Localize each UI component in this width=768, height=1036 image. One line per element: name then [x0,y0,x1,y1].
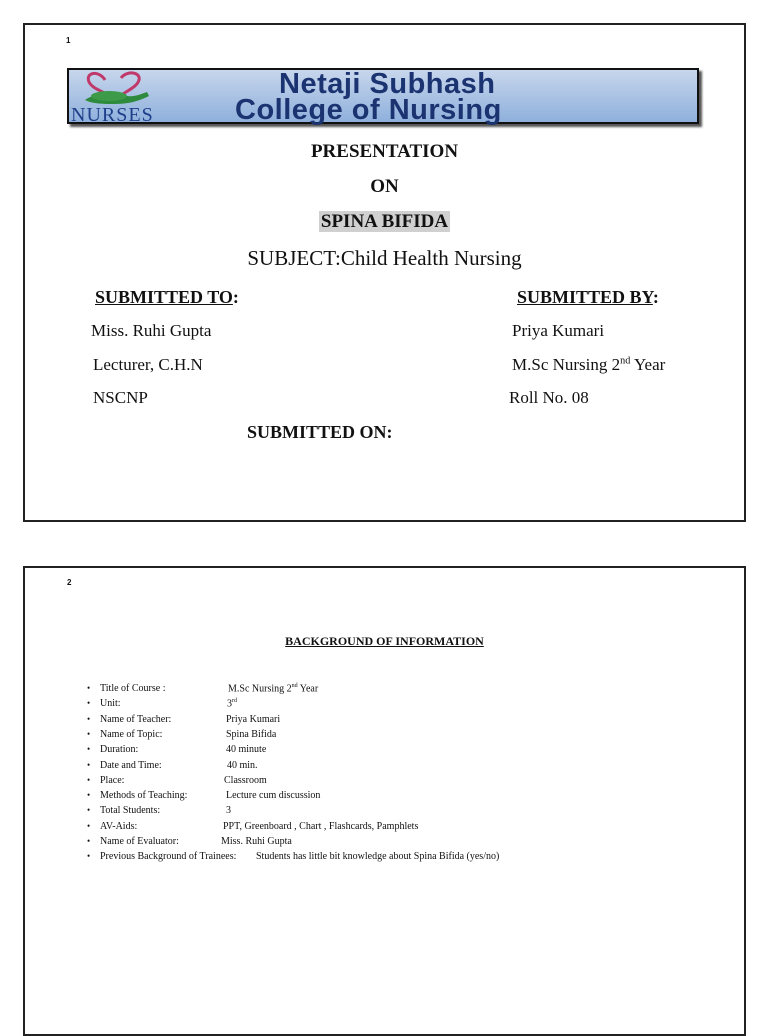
bullet-icon: • [87,820,91,831]
list-item-value [228,683,318,694]
topic-heading [25,211,744,233]
document-page-1 [23,23,746,522]
student-name: Priya Kumari [512,321,605,340]
list-item [25,790,725,804]
list-item-value [226,729,276,740]
value-text: Students has little bit knowledge about Spina Bifida (yes/no) [256,851,500,863]
colon: : [232,287,239,307]
submitted-on-heading: SUBMITTED ON: [247,422,393,442]
list-item-key: Total Students: [100,805,161,817]
value-text: Miss. Ruhi Gupta [221,836,292,847]
list-item [25,698,725,712]
value-text: 40 minute [226,744,267,756]
list-item [25,851,725,865]
background-info-title: BACKGROUND OF INFORMATION [285,634,484,648]
course-end: Year [630,355,666,374]
value-sup: nd [291,683,298,689]
topic-highlight: SPINA BIFIDA [320,211,449,232]
logo-college-name-line1: Netaji Subhash [279,68,496,100]
list-item [25,760,725,774]
list-item-value [221,836,292,847]
logo-nurses-text: NURSES [71,104,154,126]
list-item-key: Previous Background of Trainees: [100,851,237,863]
list-item [25,775,725,789]
list-item [25,805,725,819]
page-number: 1 [66,36,71,45]
list-item-value [226,714,280,725]
list-item-key: Duration: [100,744,139,756]
list-item-key: Place: [100,774,125,786]
list-item [25,821,725,835]
teacher-designation: Lecturer, C.H.N [93,355,203,374]
value-end: Year [297,683,319,695]
teacher-institute: NSCNP [93,388,148,407]
student-roll: Roll No. 08 [509,388,589,407]
submitted-by-heading [517,287,659,308]
document-page-2 [23,566,746,1036]
list-item [25,683,725,697]
list-item-value [226,790,320,801]
bullet-icon: • [87,683,91,693]
list-item-key: AV-Aids: [100,820,138,832]
value-text: M.Sc Nursing 2 [228,683,292,695]
bullet-icon: • [87,698,91,709]
value-text: Spina Bifida [226,728,277,740]
list-item-value [223,821,418,832]
bullet-icon: • [87,836,91,846]
colon: : [652,287,659,307]
list-item [25,714,725,728]
page-number: 2 [67,578,72,587]
value-text: Priya Kumari [226,713,281,725]
list-item-key: Title of Course : [100,683,166,694]
list-item [25,729,725,743]
list-item-key: Methods of Teaching: [100,790,188,802]
logo-college-name-line2: College of Nursing [235,94,502,126]
bullet-icon: • [87,728,91,739]
value-text: 40 min. [227,759,258,771]
value-text: Lecture cum discussion [226,790,321,802]
value-sup: rd [232,698,237,705]
course-text: M.Sc Nursing 2 [512,355,621,374]
bullet-icon: • [87,744,91,755]
student-course [512,355,665,375]
value-text: PPT, Greenboard , Chart , Flashcards, Pamphlets [223,820,419,832]
list-item [25,836,725,850]
value-text: 3 [226,805,231,817]
course-sup: nd [620,355,631,367]
list-item-value [226,805,231,816]
list-item-key: Unit: [100,698,121,710]
list-item-value [227,698,237,709]
teacher-name: Miss. Ruhi Gupta [91,321,212,340]
submitted-to-label: SUBMITTED TO [95,287,233,307]
list-item-key: Name of Teacher: [100,713,172,725]
list-item-key: Name of Evaluator: [100,836,179,847]
bullet-icon: • [87,713,91,724]
on-heading: ON [370,176,399,197]
list-item-value [227,760,258,771]
list-item [25,744,725,758]
bullet-icon: • [87,774,91,785]
presentation-heading: PRESENTATION [310,141,459,162]
submitted-to-heading [95,287,239,308]
value-text: 3 [227,698,232,710]
submitted-by-label: SUBMITTED BY [517,287,653,307]
bullet-icon: • [87,805,91,816]
subject-line: SUBJECT:Child Health Nursing [247,246,522,270]
list-item-key: Date and Time: [100,759,162,771]
bullet-icon: • [87,759,91,770]
bullet-icon: • [87,790,91,801]
college-logo-banner [67,68,699,124]
value-text: Classroom [224,774,267,786]
list-item-value [256,851,499,862]
list-item-key: Name of Topic: [100,728,163,740]
list-item-value [224,775,267,786]
list-item-value [226,744,266,755]
bullet-icon: • [87,851,91,862]
